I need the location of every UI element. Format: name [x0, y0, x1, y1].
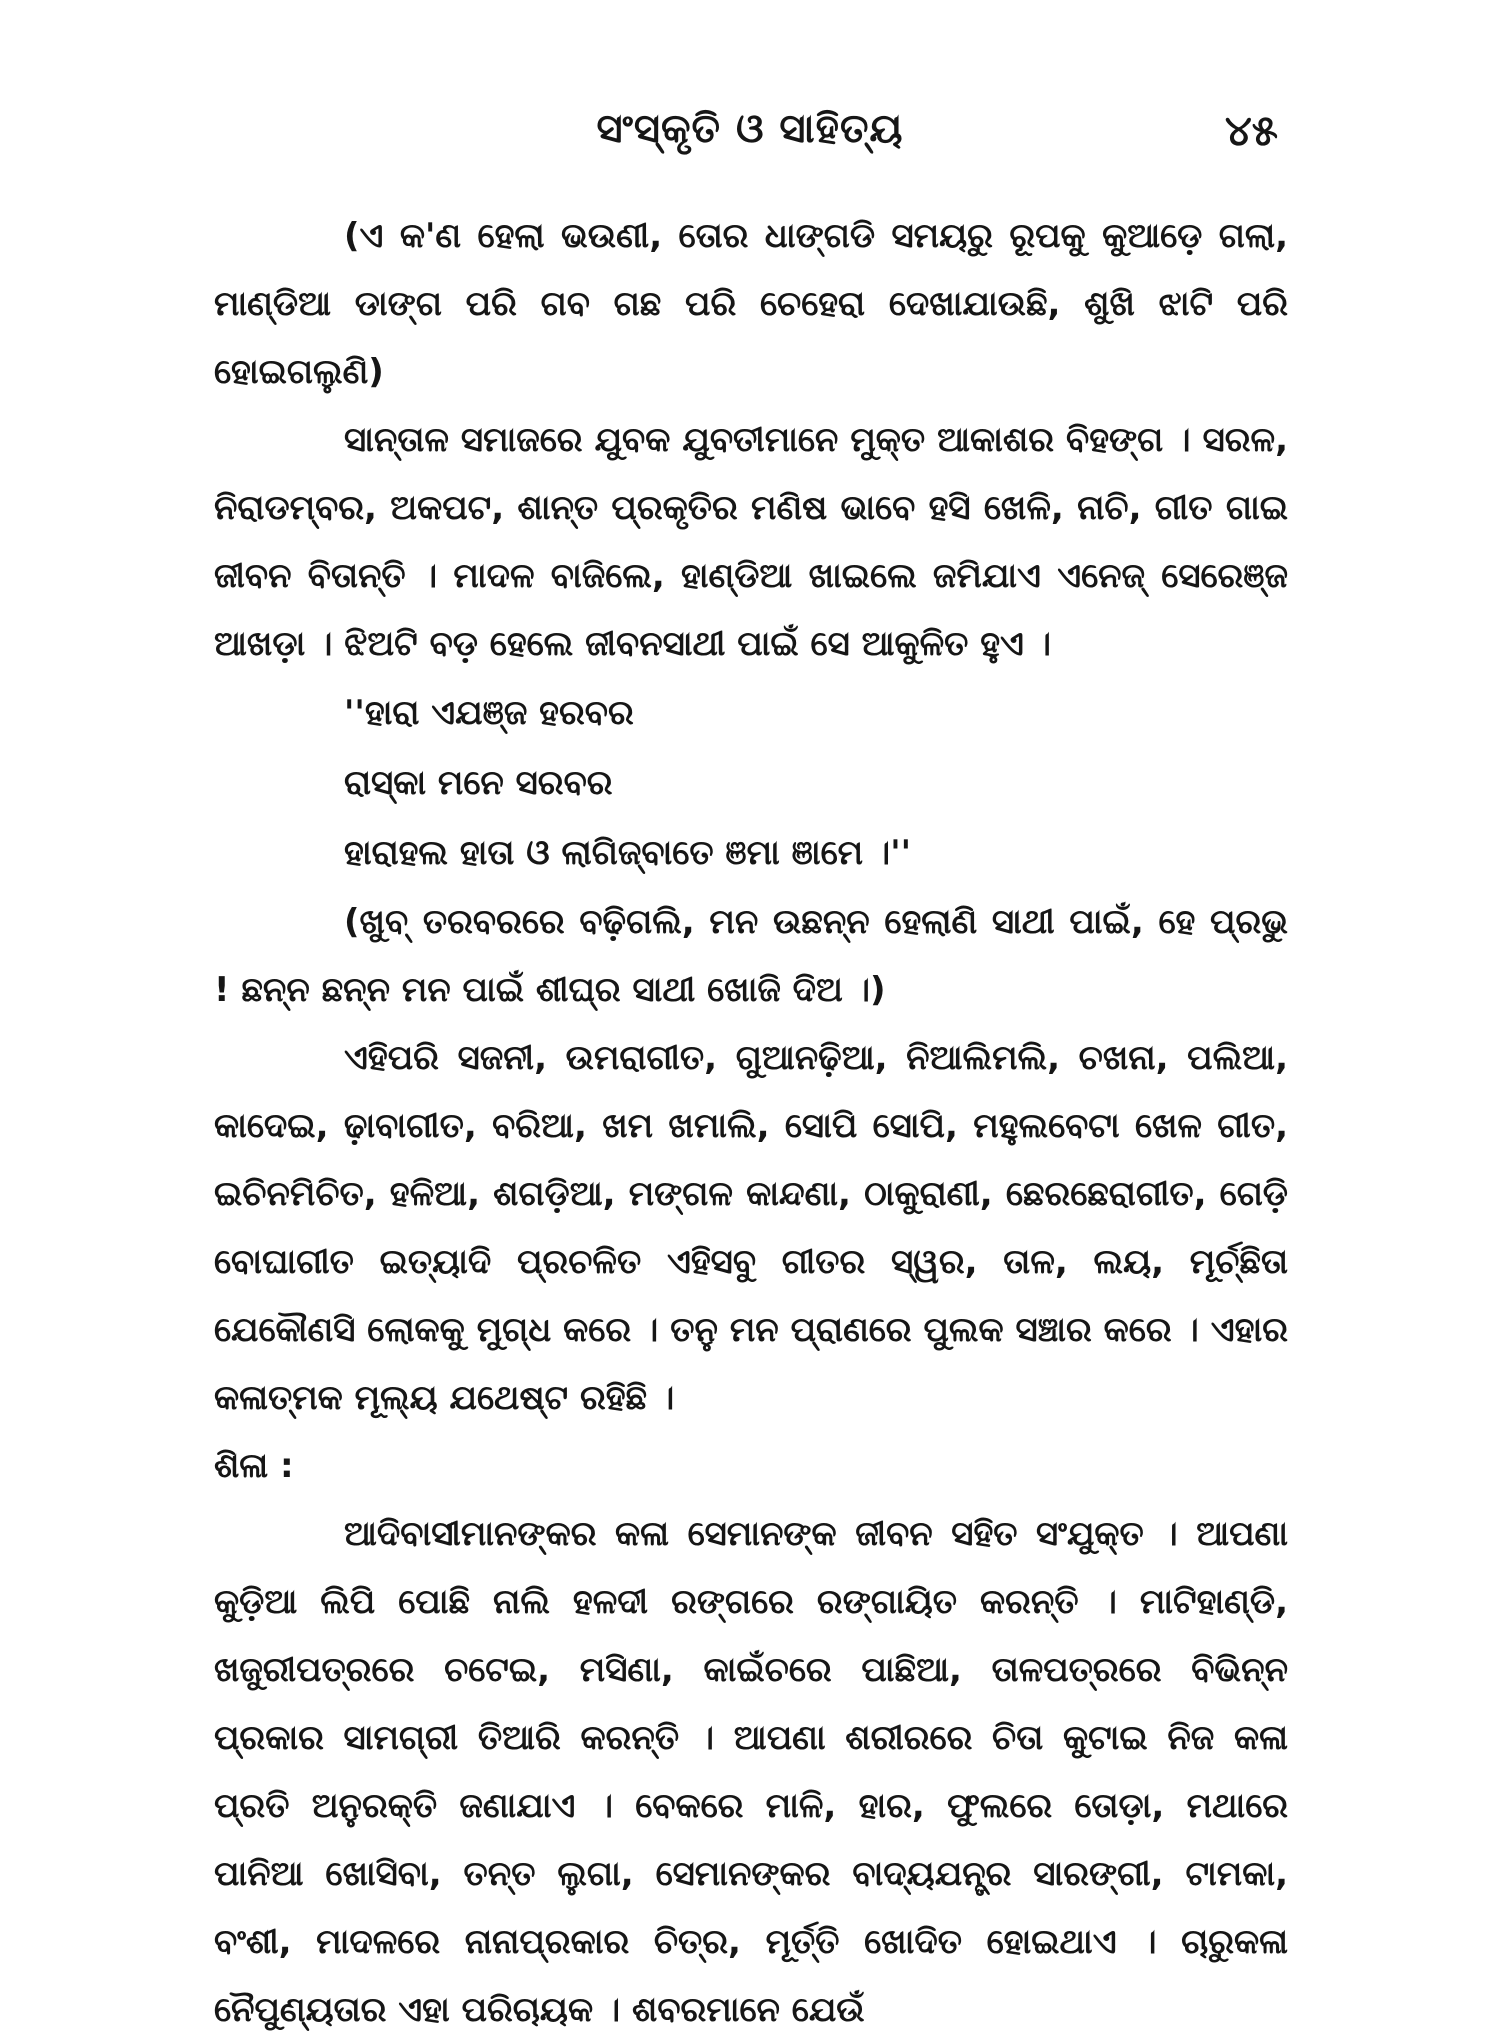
verse-line: ହାରାହଲ ହାତା ଓ ଲାଗିଜ୍‌ବାତେ ଞମା ଞାମେ ।''	[344, 833, 912, 873]
section-heading-shila: ଶିଳା :	[214, 1446, 294, 1486]
paragraph-translation-1: (ଏ କ'ଣ ହେଲା ଭଉଣୀ, ତୋର ଧାଙ୍ଗଡି ସମୟରୁ ରୂପକୁ କୁଆଡ଼େ ଗଲା, ମାଣ୍ଡିଆ ଡାଙ୍ଗ ପରି ଗବ ଗଛ ପରି ଚେହେରା ଦେଖାଯାଉଛି, ଶୁଖି ଝାଟି ପରି ହୋଇଗଲୁଣି)	[214, 216, 1288, 392]
verse-line: ''ହାରା ଏଯଞ୍ଜ ହରବର	[344, 693, 634, 733]
page-number: ୪୫	[1224, 106, 1278, 155]
verse-block	[214, 678, 1288, 888]
page-body	[214, 202, 1288, 2044]
page-header	[0, 100, 1500, 160]
verse-line: ରାସ୍କା ମନେ ସରବର	[344, 763, 613, 803]
paragraph-tribal-art: ଆଦିବାସୀମାନଙ୍କର କଳା ସେମାନଙ୍କ ଜୀବନ ସହିତ ସଂଯୁକ୍ତ । ଆପଣା କୁଡ଼ିଆ ଲିପି ପୋଛି ନାଲି ହଳଦୀ ରଙ୍ଗରେ ରଙ୍ଗାୟିତ କରନ୍ତି । ମାଟିହାଣ୍ଡି, ଖଜୁରୀପତ୍ରରେ ଚଟେଇ, ମସିଣା, କାଇଁଚରେ ପାଛିଆ, ତାଳପତ୍ରରେ ବିଭିନ୍ନ ପ୍ରକାର ସାମଗ୍ରୀ ତିଆରି କରନ୍ତି । ଆପଣା ଶରୀରରେ ଚିତା କୁଟାଇ ନିଜ କଳା ପ୍ରତି ଅନୁରକ୍ତି ଜଣାଯାଏ । ବେକରେ ମାଳି, ହାର, ଫୁଲରେ ତୋଡ଼ା, ମଥାରେ ପାନିଆ ଖୋସିବା, ତନ୍ତ ଲୁଗା, ସେମାନଙ୍କର ବାଦ୍ୟଯନ୍ତ୍ର ସାରଙ୍ଗୀ, ଟାମକା, ବଂଶୀ, ମାଦଳରେ ନାନାପ୍ରକାର ଚିତ୍ର, ମୂର୍ତ୍ତି ଖୋଦିତ ହୋଇଥାଏ । ଚାରୁକଳା ନୈପୁଣ୍ୟତାର ଏହା ପରିଚାୟକ । ଶବରମାନେ ଯେଉଁ	[214, 1514, 1288, 2030]
paragraph-translation-2: (ଖୁବ୍ ତରବରରେ ବଢ଼ିଗଲି, ମନ ଉଛନ୍ନ ହେଲାଣି ସାଥୀ ପାଇଁ, ହେ ପ୍ରଭୁ ! ଛନ୍ନ ଛନ୍ନ ମନ ପାଇଁ ଶୀଘ୍ର ସାଥୀ ଖୋଜି ଦିଅ ।)	[214, 902, 1288, 1010]
paragraph-folk-songs: ଏହିପରି ସଜନୀ, ଉମରାଗୀତ, ଗୁଆନଢ଼ିଆ, ନିଆଲିମଲି, ଚଖନା, ପଲିଆ, କାଦେଇ, ଢ଼ାବାଗୀତ, ବରିଆ, ଖମ ଖମାଲି, ସୋପି ସୋପି, ମହୁଲବେଟା ଖେଳ ଗୀତ, ଇଚିନମିଚିତ, ହଳିଆ, ଶଗଡ଼ିଆ, ମଙ୍ଗଳ କାନ୍ଦଣା, ଠାକୁରାଣୀ, ଛେରଛେରାଗୀତ, ଗେଡ଼ି ବୋଘାଗୀତ ଇତ୍ୟାଦି ପ୍ରଚଳିତ ଏହିସବୁ ଗୀତର ସ୍ୱର, ତାଳ, ଲୟ, ମୂର୍ଚ୍ଛିତା ଯେକୌଣସି ଲୋକକୁ ମୁଗ୍ଧ କରେ । ତନୁ ମନ ପ୍ରାଣରେ ପୁଲକ ସଞ୍ଚାର କରେ । ଏହାର କଳାତ୍ମକ ମୂଲ୍ୟ ଯଥେଷ୍ଟ ରହିଛି ।	[214, 1038, 1288, 1418]
running-title: ସଂସ୍କୃତି ଓ ସାହିତ୍ୟ	[596, 106, 904, 152]
paragraph-santal-society: ସାନ୍ତାଳ ସମାଜରେ ଯୁବକ ଯୁବତୀମାନେ ମୁକ୍ତ ଆକାଶର ବିହଙ୍ଗ । ସରଳ, ନିରାଡମ୍ବର, ଅକପଟ, ଶାନ୍ତ ପ୍ରକୃତିର ମଣିଷ ଭାବେ ହସି ଖେଳି, ନାଚି, ଗୀତ ଗାଇ ଜୀବନ ବିତାନ୍ତି । ମାଦଳ ବାଜିଲେ, ହାଣ୍ଡିଆ ଖାଇଲେ ଜମିଯାଏ ଏନେଜ୍ ସେରେଞ୍ଜ ଆଖଡ଼ା । ଝିଅଟି ବଡ଼ ହେଲେ ଜୀବନସାଥୀ ପାଇଁ ସେ ଆକୁଳିତ ହୁଏ ।	[214, 420, 1288, 664]
